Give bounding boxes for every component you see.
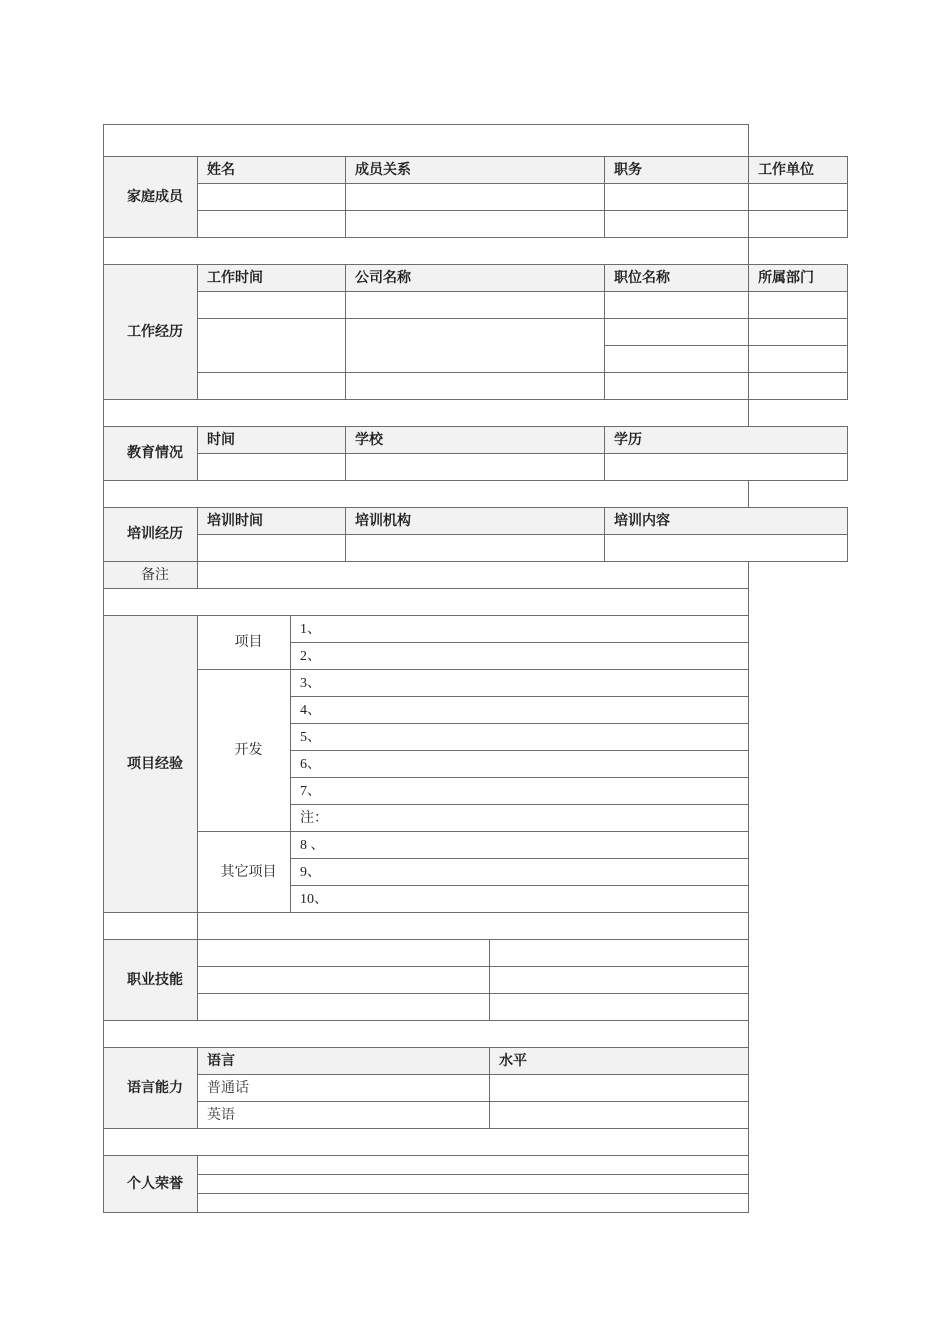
- remark-cell[interactable]: [198, 562, 749, 589]
- spacer-row: [104, 1021, 749, 1048]
- family-header-name: 姓名: [198, 157, 346, 184]
- skill-name-cell[interactable]: [198, 940, 490, 967]
- work-department-cell[interactable]: [749, 292, 848, 319]
- work-company-cell[interactable]: [346, 373, 605, 400]
- family-employer-cell[interactable]: [749, 211, 848, 238]
- work-company-cell[interactable]: [346, 292, 605, 319]
- section-projects: 项目经验: [104, 616, 198, 913]
- work-period-cell[interactable]: [198, 319, 346, 373]
- top-blank-row: [104, 125, 749, 157]
- development-item[interactable]: 4、: [291, 697, 749, 724]
- education-school-cell[interactable]: [346, 454, 605, 481]
- development-note[interactable]: 注：: [291, 805, 749, 832]
- spacer-row: [104, 1129, 749, 1156]
- section-education: 教育情况: [104, 427, 198, 481]
- family-name-cell[interactable]: [198, 184, 346, 211]
- training-content-cell[interactable]: [605, 535, 848, 562]
- development-item[interactable]: 6、: [291, 751, 749, 778]
- training-header-content: 培训内容: [605, 508, 848, 535]
- honor-cell[interactable]: [198, 1156, 749, 1175]
- skill-detail-cell[interactable]: [490, 940, 749, 967]
- development-item[interactable]: 5、: [291, 724, 749, 751]
- other-project-item[interactable]: 10、: [291, 886, 749, 913]
- education-header-period: 时间: [198, 427, 346, 454]
- resume-form: [103, 124, 848, 1213]
- project-group-label: 项目: [198, 616, 291, 670]
- project-item[interactable]: 1、: [291, 616, 749, 643]
- development-item[interactable]: 3、: [291, 670, 749, 697]
- family-relation-cell[interactable]: [346, 184, 605, 211]
- work-department-cell[interactable]: [749, 346, 848, 373]
- training-header-period: 培训时间: [198, 508, 346, 535]
- other-project-item[interactable]: 8 、: [291, 832, 749, 859]
- skill-detail-cell[interactable]: [490, 994, 749, 1021]
- section-family: 家庭成员: [104, 157, 198, 238]
- family-header-employer: 工作单位: [749, 157, 848, 184]
- section-honors: 个人荣誉: [104, 1156, 198, 1213]
- family-title-cell[interactable]: [605, 211, 749, 238]
- training-institution-cell[interactable]: [346, 535, 605, 562]
- education-header-school: 学校: [346, 427, 605, 454]
- development-item[interactable]: 7、: [291, 778, 749, 805]
- section-work: 工作经历: [104, 265, 198, 400]
- language-header-language: 语言: [198, 1048, 490, 1075]
- work-department-cell[interactable]: [749, 319, 848, 346]
- work-position-cell[interactable]: [605, 319, 749, 346]
- spacer-row: [104, 481, 749, 508]
- spacer-cell: [198, 913, 749, 940]
- work-department-cell[interactable]: [749, 373, 848, 400]
- work-position-cell[interactable]: [605, 346, 749, 373]
- section-skills: 职业技能: [104, 940, 198, 1021]
- work-position-cell[interactable]: [605, 292, 749, 319]
- work-position-cell[interactable]: [605, 373, 749, 400]
- spacer-row: [104, 400, 749, 427]
- skill-name-cell[interactable]: [198, 994, 490, 1021]
- spacer-cell: [104, 913, 198, 940]
- skill-name-cell[interactable]: [198, 967, 490, 994]
- education-period-cell[interactable]: [198, 454, 346, 481]
- family-name-cell[interactable]: [198, 211, 346, 238]
- work-header-period: 工作时间: [198, 265, 346, 292]
- language-mandarin: 普通话: [198, 1075, 490, 1102]
- training-header-institution: 培训机构: [346, 508, 605, 535]
- work-period-cell[interactable]: [198, 292, 346, 319]
- other-projects-group-label: 其它项目: [198, 832, 291, 913]
- language-level-cell[interactable]: [490, 1102, 749, 1129]
- family-header-relation: 成员关系: [346, 157, 605, 184]
- honor-cell[interactable]: [198, 1175, 749, 1194]
- language-english: 英语: [198, 1102, 490, 1129]
- project-item[interactable]: 2、: [291, 643, 749, 670]
- development-group-label: 开发: [198, 670, 291, 832]
- other-project-item[interactable]: 9、: [291, 859, 749, 886]
- section-language: 语言能力: [104, 1048, 198, 1129]
- resume-table: [103, 124, 848, 1213]
- family-title-cell[interactable]: [605, 184, 749, 211]
- family-header-title: 职务: [605, 157, 749, 184]
- work-header-company: 公司名称: [346, 265, 605, 292]
- honor-cell[interactable]: [198, 1194, 749, 1213]
- family-employer-cell[interactable]: [749, 184, 848, 211]
- spacer-row: [104, 238, 749, 265]
- training-period-cell[interactable]: [198, 535, 346, 562]
- skill-detail-cell[interactable]: [490, 967, 749, 994]
- work-company-cell[interactable]: [346, 319, 605, 373]
- work-header-department: 所属部门: [749, 265, 848, 292]
- education-degree-cell[interactable]: [605, 454, 848, 481]
- language-header-level: 水平: [490, 1048, 749, 1075]
- family-relation-cell[interactable]: [346, 211, 605, 238]
- section-training: 培训经历: [104, 508, 198, 562]
- education-header-degree: 学历: [605, 427, 848, 454]
- spacer-row: [104, 589, 749, 616]
- remark-label: 备注: [104, 562, 198, 589]
- work-period-cell[interactable]: [198, 373, 346, 400]
- language-level-cell[interactable]: [490, 1075, 749, 1102]
- work-header-position: 职位名称: [605, 265, 749, 292]
